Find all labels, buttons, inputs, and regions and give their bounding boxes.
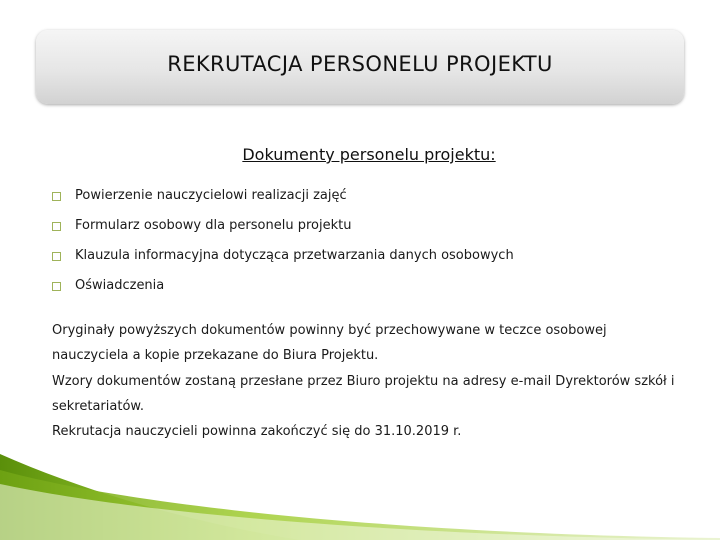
title-banner	[36, 30, 684, 104]
list-item-text: Oświadczenia	[75, 277, 165, 293]
paragraph-deadline: Rekrutacja nauczycieli powinna zakończyć się do 31.10.2019 r.	[52, 424, 462, 439]
green-swoosh-decoration	[0, 454, 720, 540]
square-bullet-icon	[52, 192, 61, 201]
list-item	[52, 180, 514, 210]
list-item	[52, 240, 514, 270]
page-title: REKRUTACJA PERSONELU PROJEKTU	[167, 52, 553, 76]
list-item	[52, 270, 514, 300]
list-item-text: Powierzenie nauczycielowi realizacji zajęć	[75, 187, 347, 203]
list-item-text: Klauzula informacyjna dotycząca przetwarzania danych osobowych	[75, 247, 514, 263]
square-bullet-icon	[52, 252, 61, 261]
square-bullet-icon	[52, 222, 61, 231]
square-bullet-icon	[52, 282, 61, 291]
section-subtitle: Dokumenty personelu projektu:	[242, 145, 496, 164]
list-item-text: Formularz osobowy dla personelu projektu	[75, 217, 352, 233]
list-item	[52, 210, 514, 240]
paragraph-templates: Wzory dokumentów zostaną przesłane przez Biuro projektu na adresy e-mail Dyrektorów szkół i sekretariatów.	[52, 374, 675, 414]
paragraph-originals: Oryginały powyższych dokumentów powinny być przechowywane w teczce osobowej nauczyciela a kopie przekazane do Biura Projektu.	[52, 323, 607, 363]
document-list	[52, 180, 514, 300]
